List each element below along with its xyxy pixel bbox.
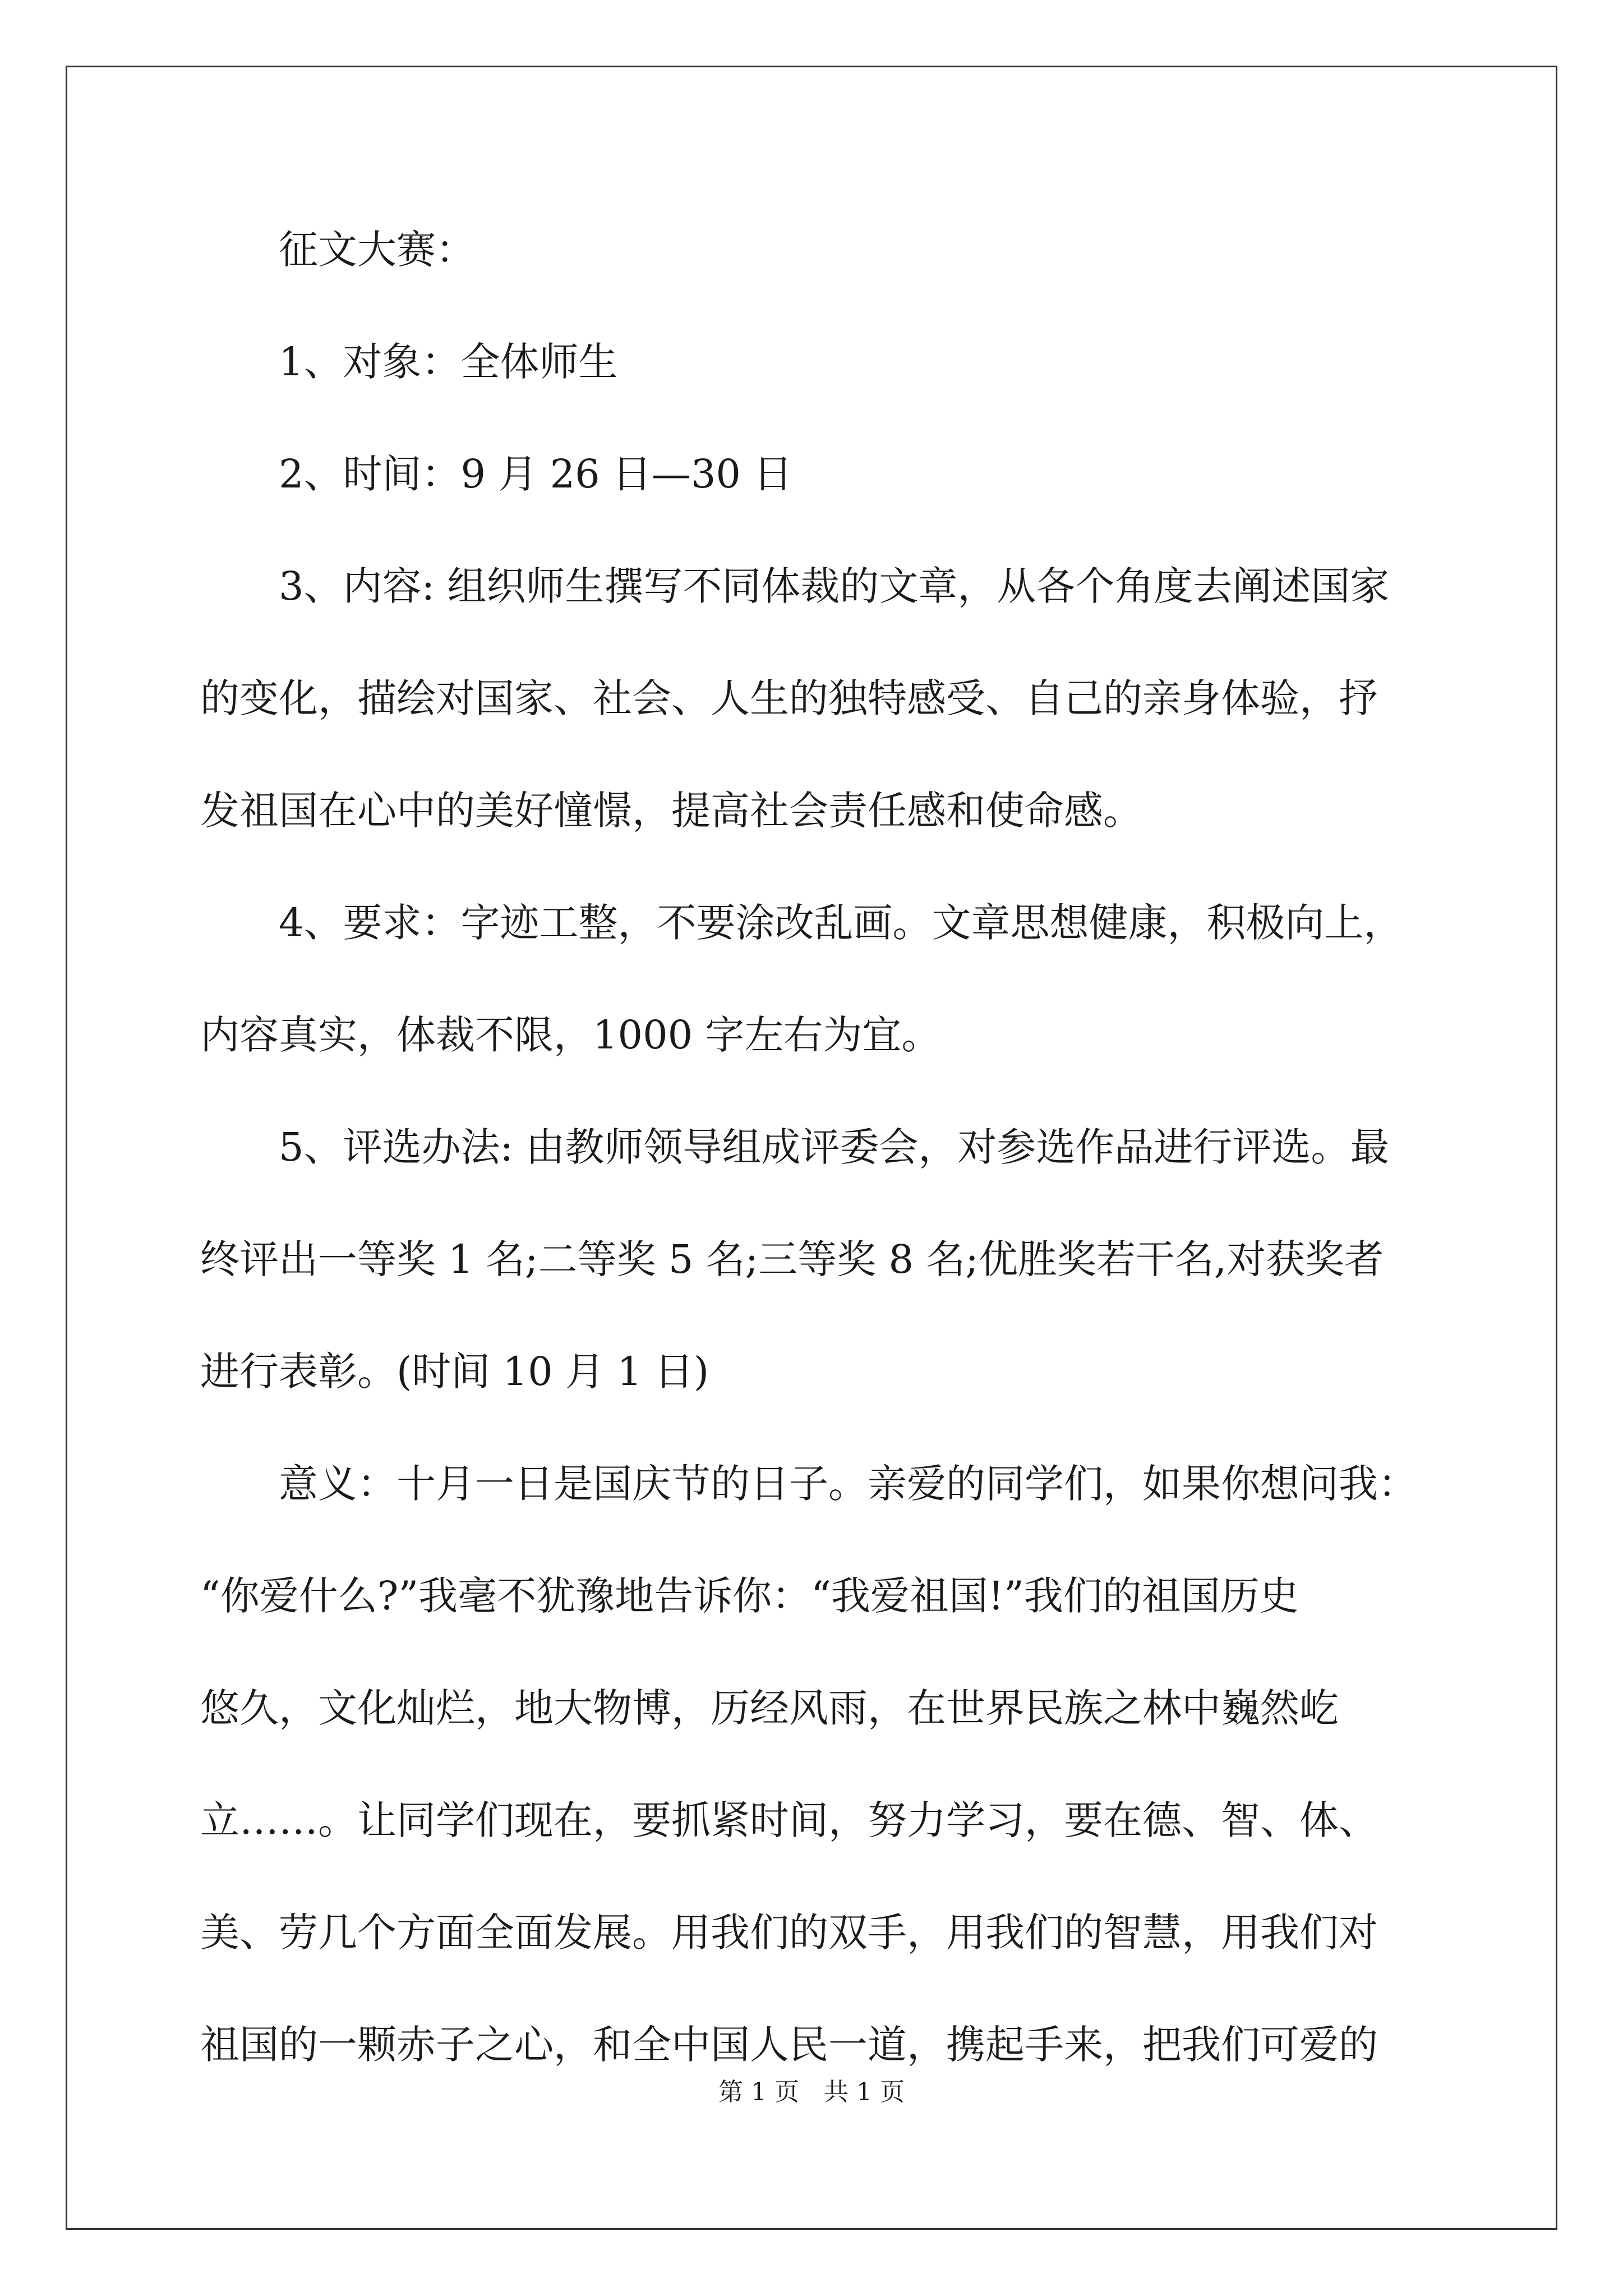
page-footer: 第 1 页 共 1 页 bbox=[718, 2078, 905, 2106]
significance-line-2: “你爱什么?”我毫不犹豫地告诉你：“我爱祖国!”我们的祖国历史 bbox=[200, 1573, 1299, 1619]
item-time: 2、时间：9 月 26 日—30 日 bbox=[279, 451, 793, 497]
item-target: 1、对象：全体师生 bbox=[279, 339, 618, 385]
significance-line-6: 祖国的一颗赤子之心，和全中国人民一道，携起手来，把我们可爱的 bbox=[200, 2022, 1378, 2068]
item-selection-line-3: 进行表彰。(时间 10 月 1 日) bbox=[200, 1349, 709, 1395]
significance-line-3: 悠久，文化灿烂，地大物博，历经风雨，在世界民族之林中巍然屹 bbox=[200, 1685, 1339, 1731]
item-content-line-1: 3、内容: 组织师生撰写不同体裁的文章，从各个角度去阐述国家 bbox=[279, 563, 1390, 609]
section-heading-essay-contest: 征文大赛： bbox=[279, 227, 475, 273]
item-selection-line-2: 终评出一等奖 1 名;二等奖 5 名;三等奖 8 名;优胜奖若干名,对获奖者 bbox=[200, 1236, 1384, 1282]
item-selection-line-1: 5、评选办法: 由教师领导组成评委会，对参选作品进行评选。最 bbox=[279, 1124, 1390, 1170]
significance-line-5: 美、劳几个方面全面发展。用我们的双手，用我们的智慧，用我们对 bbox=[200, 1910, 1378, 1955]
significance-line-1: 意义：十月一日是国庆节的日子。亲爱的同学们，如果你想问我： bbox=[279, 1461, 1417, 1507]
item-content-line-3: 发祖国在心中的美好憧憬，提高社会责任感和使命感。 bbox=[200, 788, 1142, 834]
significance-line-4: 立……。让同学们现在，要抓紧时间，努力学习，要在德、智、体、 bbox=[200, 1797, 1378, 1843]
item-requirements-line-2: 内容真实，体裁不限，1000 字左右为宜。 bbox=[200, 1012, 941, 1058]
item-content-line-2: 的变化，描绘对国家、社会、人生的独特感受、自己的亲身体验，抒 bbox=[200, 675, 1378, 721]
item-requirements-line-1: 4、要求：字迹工整，不要涂改乱画。文章思想健康，积极向上， bbox=[279, 900, 1403, 946]
